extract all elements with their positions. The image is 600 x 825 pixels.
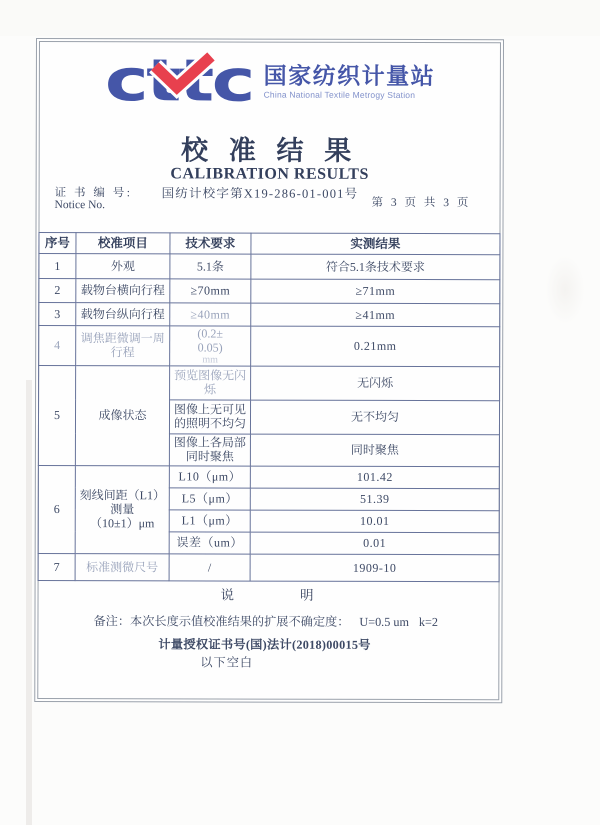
- cell-requirement: L5（μm）: [169, 488, 250, 510]
- calibration-results-table: [38, 232, 501, 582]
- cell-item: 标准测微尺号: [75, 553, 169, 580]
- scan-edge-shadow: [26, 380, 32, 825]
- coverage-factor: k=2: [418, 615, 439, 630]
- scan-top-margin: [0, 0, 600, 36]
- cell-requirement: L1（μm）: [169, 510, 250, 532]
- cell-requirement: ≥40mm: [170, 303, 251, 326]
- cell-requirement: 图像上各局部同时聚焦: [169, 434, 250, 466]
- cell-requirement: 预览图像无闪烁: [170, 366, 251, 400]
- notes-section-title: 说 明: [220, 587, 314, 603]
- cttc-logo-icon: [104, 46, 255, 115]
- cell-result: 0.01: [250, 532, 499, 555]
- cell-item: 载物台纵向行程: [76, 303, 170, 326]
- cell-result: 1909-10: [250, 554, 499, 582]
- cell-result: 同时聚焦: [250, 434, 499, 467]
- cell-result: 符合5.1条技术要求: [251, 254, 500, 280]
- certificate-number: 国纺计校字第X19-286-01-001号: [161, 186, 359, 201]
- header-cell-item: 校准项目: [76, 233, 170, 254]
- cell-result: 10.01: [250, 510, 499, 533]
- org-name-en: China National Textile Metrogy Station: [263, 89, 416, 101]
- table-row: [39, 254, 500, 280]
- cell-item: 调焦距微调一周行程: [76, 326, 170, 366]
- table-row: [39, 326, 500, 367]
- page-number-indicator: 第 3 页 共 3 页: [371, 196, 471, 210]
- scan-smudge: [545, 255, 585, 325]
- remark-label: 备注：: [93, 614, 131, 629]
- table-row: [38, 465, 499, 488]
- header-cell-result: 实测结果: [251, 233, 500, 255]
- cell-requirement: 误差（um）: [169, 532, 250, 554]
- cell-result: 无不均匀: [250, 400, 499, 435]
- page-title-cn: 校 准 结 果: [181, 135, 359, 166]
- header-cell-requirement: 技术要求: [170, 233, 251, 254]
- brand-header: [40, 46, 500, 115]
- cell-item: 载物台横向行程: [76, 279, 170, 303]
- certificate-page: [34, 38, 504, 703]
- table-row: [39, 365, 500, 400]
- cell-item: 刻线间距（L1） 测量 （10±1）μm: [75, 465, 169, 553]
- cell-result: 0.21mm: [251, 326, 500, 366]
- cell-seq: 6: [38, 465, 75, 553]
- metrology-authorization-number: 计量授权证书号(国)法计(2018)00015号: [158, 637, 371, 652]
- cell-result: 51.39: [250, 488, 499, 511]
- cell-item: 成像状态: [75, 365, 169, 465]
- org-name-cn: 国家纺织计量站: [263, 62, 436, 89]
- cell-result: 无闪烁: [251, 366, 500, 401]
- cell-seq: 7: [38, 553, 75, 580]
- cell-requirement: L10（μm）: [169, 466, 250, 488]
- header-cell-seq: 序号: [39, 233, 76, 254]
- table-row: [39, 279, 500, 304]
- cell-seq: 1: [39, 254, 76, 279]
- cell-seq: 2: [39, 279, 76, 303]
- cell-seq: 4: [39, 326, 76, 366]
- cell-requirement: 5.1条: [170, 254, 251, 279]
- blank-below-note: 以下空白: [200, 655, 254, 670]
- cell-seq: 3: [39, 303, 76, 326]
- cell-result: 101.42: [250, 466, 499, 489]
- cell-result: ≥41mm: [251, 303, 500, 327]
- cell-requirement: /: [169, 554, 250, 581]
- org-name: [264, 63, 436, 100]
- table-row: [38, 553, 499, 581]
- certificate-number-label-cn: 证 书 编 号:: [54, 187, 133, 200]
- certificate-number-label-en: Notice No.: [54, 199, 106, 212]
- cell-item: 外观: [76, 254, 170, 279]
- uncertainty-value: U=0.5 um: [359, 614, 409, 629]
- cell-requirement: 图像上无可见的照明不均匀: [169, 400, 250, 434]
- cell-result: ≥71mm: [251, 279, 500, 304]
- page-title-en: CALIBRATION RESULTS: [170, 165, 369, 183]
- svg-text:cttc: cttc: [104, 46, 221, 115]
- remark-line: [93, 612, 438, 630]
- cell-seq: 5: [38, 365, 75, 465]
- remark-body: 本次长度示值校准结果的扩展不确定度：: [130, 614, 350, 629]
- table-header-row: [39, 233, 500, 255]
- cell-requirement: ≥70mm: [170, 279, 251, 303]
- cell-requirement: (0.2± 0.05) mm: [170, 326, 251, 366]
- table-row: [39, 303, 500, 327]
